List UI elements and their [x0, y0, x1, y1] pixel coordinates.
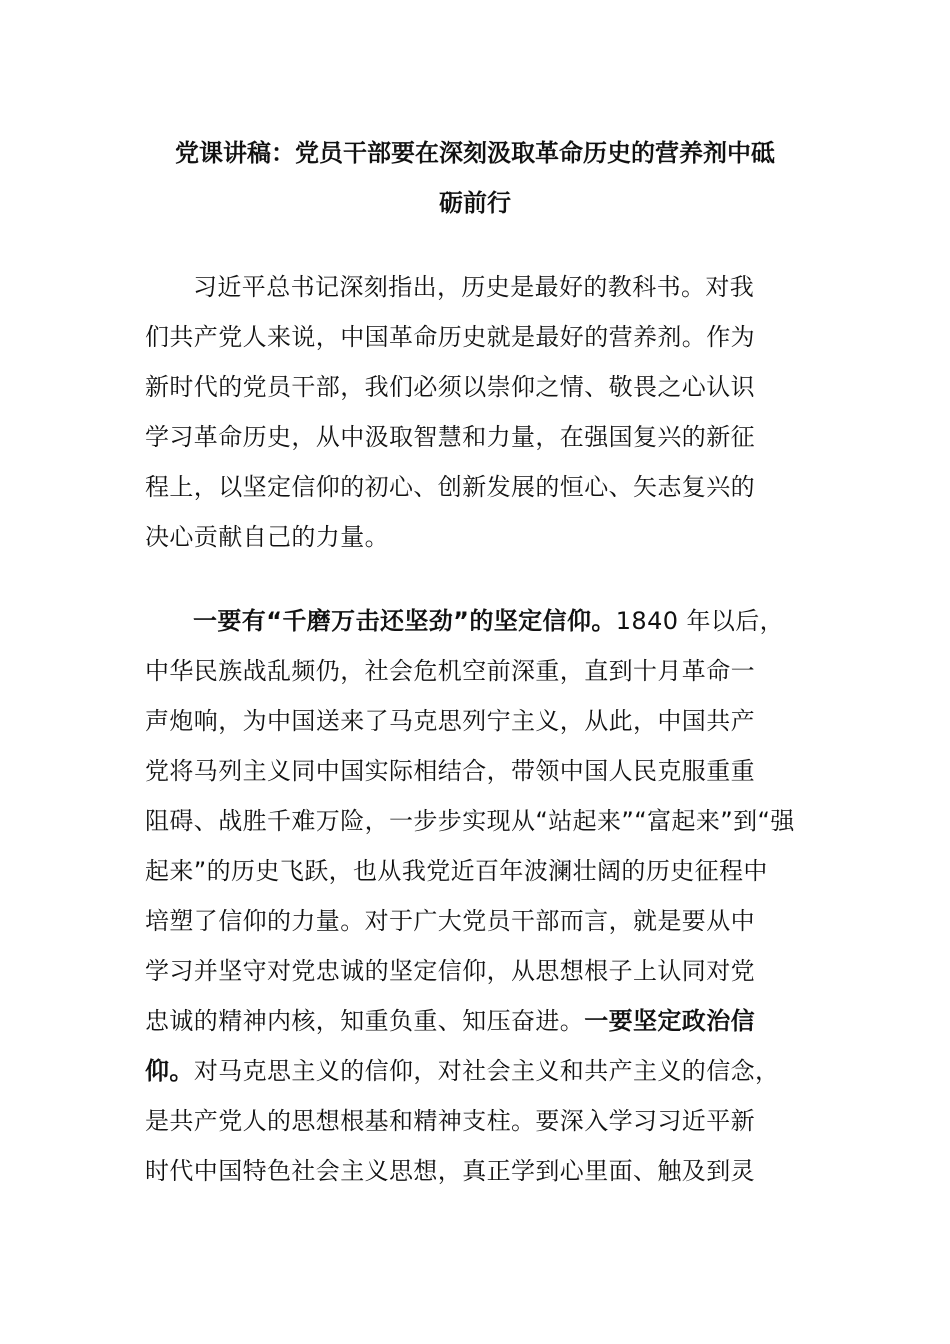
paragraph-line: 声炮响，为中国送来了马克思列宁主义，从此，中国共产: [145, 707, 755, 735]
subsection-heading: 一要坚定政治信: [584, 1007, 756, 1035]
paragraph-line: 习近平总书记深刻指出，历史是最好的教科书。对我: [193, 273, 755, 301]
paragraph-line: 时代中国特色社会主义思想，真正学到心里面、触及到灵: [145, 1157, 755, 1185]
paragraph-text: 对马克思主义的信仰，对社会主义和共产主义的信念，: [193, 1057, 780, 1085]
section-heading: 一要有“千磨万击还坚劲”的坚定信仰。: [193, 607, 616, 635]
paragraph-line: [145, 996, 805, 1046]
paragraph-line: 新时代的党员干部，我们必须以崇仰之情、敬畏之心认识: [145, 373, 755, 401]
paragraph-faith: [145, 596, 805, 1196]
paragraph-line: 学习并坚守对党忠诚的坚定信仰，从思想根子上认同对党: [145, 957, 755, 985]
title-line-1: 党课讲稿：党员干部要在深刻汲取革命历史的营养剂中砥: [175, 139, 775, 167]
title-line-2: 砺前行: [439, 189, 511, 217]
paragraph-text: 1840 年以后，: [615, 607, 785, 635]
paragraph-line: 决心贡献自己的力量。: [145, 523, 389, 551]
paragraph-line: 阻碍、战胜千难万险，一步步实现从“站起来”“富起来”到“强: [145, 807, 795, 835]
subsection-heading: 仰。: [145, 1057, 194, 1085]
document-title: [140, 128, 810, 228]
paragraph-line: 是共产党人的思想根基和精神支柱。要深入学习习近平新: [145, 1107, 755, 1135]
paragraph-line: 程上，以坚定信仰的初心、创新发展的恒心、矢志复兴的: [145, 473, 755, 501]
paragraph-text: 忠诚的精神内核，知重负重、知压奋进。: [145, 1007, 585, 1035]
paragraph-line: [145, 1046, 805, 1096]
paragraph-line: 起来”的历史飞跃，也从我党近百年波澜壮阔的历史征程中: [145, 857, 768, 885]
paragraph-line: 培塑了信仰的力量。对于广大党员干部而言，就是要从中: [145, 907, 755, 935]
paragraph-line: 们共产党人来说，中国革命历史就是最好的营养剂。作为: [145, 323, 755, 351]
paragraph-line: 中华民族战乱频仍，社会危机空前深重，直到十月革命一: [145, 657, 755, 685]
paragraph-intro: [145, 262, 805, 562]
paragraph-line: [145, 596, 805, 646]
paragraph-line: 党将马列主义同中国实际相结合，带领中国人民克服重重: [145, 757, 755, 785]
paragraph-line: 学习革命历史，从中汲取智慧和力量，在强国复兴的新征: [145, 423, 755, 451]
